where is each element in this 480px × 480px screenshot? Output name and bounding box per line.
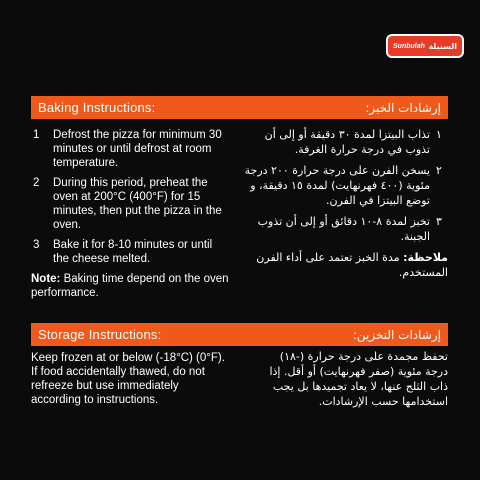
baking-steps-ar (244, 127, 448, 280)
baking-title-ar: إرشادات الخبز: (365, 100, 441, 115)
note-text: Baking time depend on the oven performance. (31, 273, 229, 299)
baking-step-en (31, 238, 230, 266)
storage-title-en: Storage Instructions: (38, 327, 162, 342)
brand-name-ar: السنبلة (428, 41, 457, 51)
step-text: Bake it for 8-10 minutes or until the cheese melted. (53, 239, 213, 265)
baking-step-ar (244, 127, 448, 157)
baking-step-en (31, 128, 230, 170)
storage-title-ar: إرشادات التخزين: (352, 327, 441, 342)
storage-text-ar (262, 349, 448, 409)
note-text: مدة الخبز تعتمد على أداء الفرن المستخدم. (256, 251, 448, 279)
step-text: During this period, preheat the oven at 200°C (400°F) for 15 minutes, then put the pizza in the oven. (53, 177, 222, 231)
brand-name-en: Sunbulah (393, 42, 425, 50)
step-text: تخبز لمدة ٨-١٠ دقائق أو إلى أن تذوب الجبنة. (257, 215, 430, 243)
baking-note-ar (244, 250, 448, 280)
note-label: Note: (31, 273, 61, 285)
step-text: Defrost the pizza for minimum 30 minutes or until defrost at room temperature. (53, 129, 222, 169)
baking-steps-en (31, 128, 230, 300)
step-number: ٣ (436, 215, 442, 228)
step-number: 3 (33, 239, 40, 251)
baking-step-ar (244, 214, 448, 244)
baking-note-en (31, 272, 230, 300)
step-text: يسخن الفرن على درجة حرارة ٢٠٠ درجة مئوية (٤٠٠ فهرنهايت) لمدة ١٥ دقيقة، و توضع البيتزا في الفرن. (244, 164, 430, 207)
note-label: ملاحظة: (403, 251, 448, 264)
brand-logo (386, 34, 464, 58)
storage-text-en (31, 351, 226, 407)
baking-step-ar (244, 163, 448, 208)
step-number: 1 (33, 129, 40, 141)
baking-header-bar (31, 96, 448, 119)
storage-header-bar (31, 323, 448, 346)
step-text: تذاب البيتزا لمدة ٣٠ دقيقة أو إلى أن تذوب في درجة حرارة الغرفة. (264, 128, 430, 156)
storage-text: Keep frozen at or below (-18°C) (0°F). If food accidentally thawed, do not refreeze but use immediately according to instructions. (31, 352, 225, 406)
step-number: 2 (33, 177, 40, 189)
step-number: ٢ (436, 164, 442, 177)
step-number: ١ (436, 128, 442, 141)
storage-text: تحفظ مجمدة على درجة حرارة (-١٨) درجة مئوية (صفر فهرنهايت) أو أقل. إذا ذاب الثلج عنها، لا يعاد تجميدها بل يجب استخدامها حسب الإرشادات. (269, 350, 448, 408)
baking-step-en (31, 176, 230, 232)
baking-title-en: Baking Instructions: (38, 100, 156, 115)
